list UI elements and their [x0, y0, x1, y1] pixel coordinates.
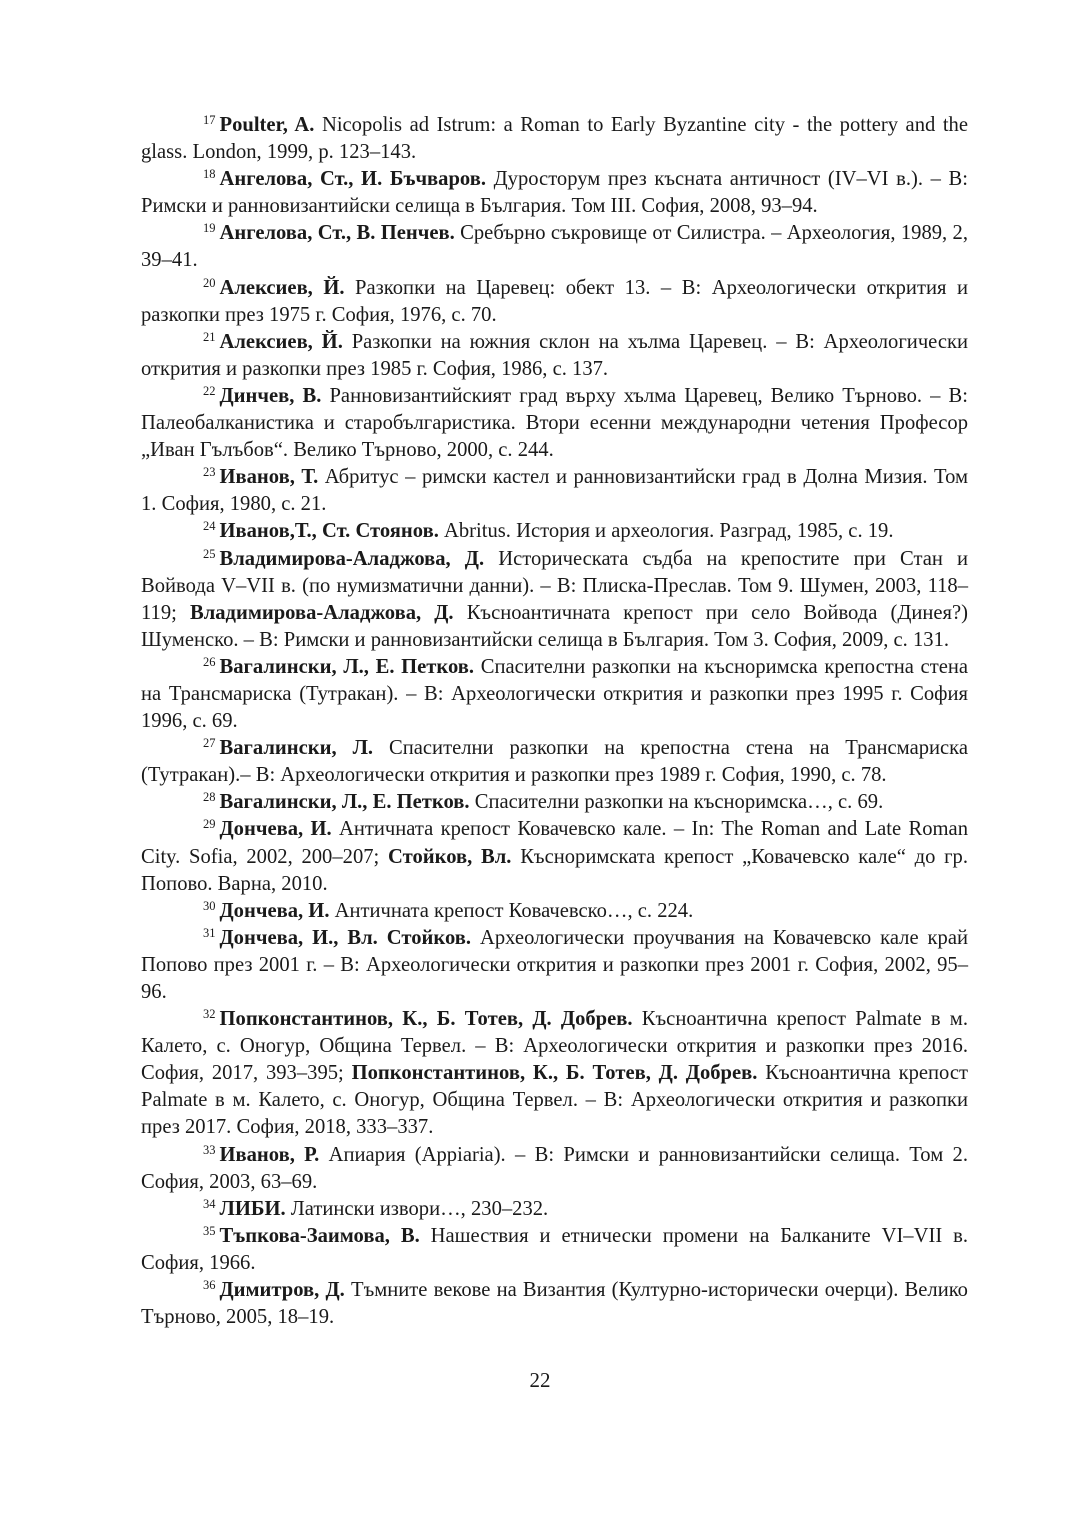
- footnote-number: 23: [203, 465, 216, 480]
- footnote-number: 22: [203, 383, 216, 398]
- footnote-author: Алексиев, Й.: [219, 330, 343, 353]
- footnote-number: 20: [203, 275, 216, 290]
- footnote-author: Владимирова-Аладжова, Д.: [189, 601, 454, 624]
- footnote-text: Разкопки на южния склон на хълма Царевец. – В: Археологически открития и разкопки през 1985 г. София, 1986, с. 137.: [141, 330, 968, 380]
- footnote-author: Иванов, Т.: [219, 466, 319, 489]
- footnote-27: [141, 735, 968, 789]
- footnote-text: Историческата съдба на крепостите при Стан и Войвода V–VII в. (по нумизматични данни). – В: Плиска-Преслав. Том 9. Шумен, 2003, 118–119;: [141, 547, 968, 624]
- footnote-number: 19: [203, 221, 216, 236]
- footnote-29: [141, 816, 968, 897]
- footnote-author: Владимирова-Аладжова, Д.: [219, 547, 485, 570]
- footnote-number: 27: [203, 736, 216, 751]
- footnote-31: [141, 925, 968, 1006]
- footnote-author: Дончева, И.: [219, 899, 330, 922]
- footnote-author: Вагалински, Л., Е. Петков.: [219, 791, 470, 814]
- footnote-author: Попконстантинов, К., Б. Тотев, Д. Добрев.: [351, 1062, 758, 1085]
- footnote-28: [141, 789, 968, 816]
- footnote-18: [141, 166, 968, 220]
- footnote-author: Дончева, И., Вл. Стойков.: [219, 926, 472, 949]
- footnote-24: [141, 518, 968, 545]
- footnote-36: [141, 1277, 968, 1331]
- footnote-number: 31: [203, 925, 216, 940]
- footnote-35: [141, 1223, 968, 1277]
- footnote-20: [141, 275, 968, 329]
- footnote-text: Разкопки на Царевец: обект 13. – В: Археологически открития и разкопки през 1975 г. София, 1976, с. 70.: [141, 276, 968, 326]
- footnote-text: Късноантичната крепост при село Войвода (Динея?) Шуменско. – В: Римски и ранновизантийски селища в България. Том 3. София, 2009, с. 131.: [141, 601, 969, 651]
- footnote-text: Археологически проучвания на Ковачевско кале край Попово през 2001 г. – В: Археологически открития и разкопки през 2001 г. София, 2002, 95–96.: [141, 926, 969, 1003]
- footnote-number: 25: [203, 546, 216, 561]
- footnote-author: Динчев, В.: [219, 384, 322, 407]
- footnote-text: Античната крепост Ковачевско кале. – In: The Roman and Late Roman City. Sofia, 2002, 200–207;: [141, 818, 968, 868]
- footnote-number: 36: [203, 1278, 216, 1293]
- footnotes-block: [141, 112, 968, 1331]
- footnote-26: [141, 654, 968, 735]
- footnote-number: 29: [203, 817, 216, 832]
- footnote-text: Античната крепост Ковачевско…, с. 224.: [329, 899, 694, 922]
- footnote-number: 33: [203, 1142, 216, 1157]
- footnote-author: Poulter, A.: [219, 114, 315, 136]
- footnote-text: Късноантична крепост Palmate в м. Калето, с. Оногур, Община Тервел. – В: Археологически открития и разкопки през 2016. София, 2017, 393–395;: [141, 1008, 968, 1085]
- footnote-text: Нашествия и етнически промени на Балканите VI–VII в. София, 1966.: [141, 1224, 968, 1274]
- footnote-30: [141, 898, 968, 925]
- footnote-author: Иванов,Т., Ст. Стоянов.: [219, 520, 439, 543]
- footnote-number: 35: [203, 1223, 216, 1238]
- footnote-text: Спасителни разкопки на късноримска…, с. 69.: [469, 791, 884, 814]
- footnote-author: Вагалински, Л.: [219, 737, 374, 760]
- footnote-author: Попконстантинов, К., Б. Тотев, Д. Добрев.: [219, 1008, 633, 1031]
- footnote-text: Спасителни разкопки на късноримска крепостна стена на Трансмариска (Тутракан). – В: Археологически открития и разкопки през 1995 г. София 1996, с. 69.: [141, 655, 968, 733]
- footnote-text: Абритус – римски кастел и ранновизантийски град в Долна Мизия. Том 1. София, 1980, с. 21.: [141, 466, 969, 516]
- footnote-text: Ранновизантийският град върху хълма Царевец, Велико Търново. – В: Палеобалканистика и старобългаристика. Втори есенни международни четения Професор „Иван Гълъбов“. Велико Търново, 2000, с. 244.: [141, 384, 968, 462]
- footnote-22: [141, 383, 968, 464]
- footnote-text: Късноантична крепост Palmate в м. Калето, с. Оногур, Община Тервел. – В: Археологически открития и разкопки през 2017. София, 2018, 333–337.: [141, 1062, 968, 1139]
- footnote-number: 34: [203, 1196, 216, 1211]
- footnote-33: [141, 1142, 968, 1196]
- footnote-author: Ангелова, Ст., И. Бъчваров.: [219, 168, 486, 191]
- footnote-32: [141, 1006, 968, 1141]
- footnote-text: Сребърно съкровище от Силистра. – Археология, 1989, 2, 39–41.: [141, 222, 968, 272]
- footnote-text: Спасителни разкопки на крепостна стена на Трансмариска (Тутракан).– В: Археологически открития и разкопки през 1989 г. София, 1990, с. 78.: [141, 737, 968, 787]
- footnote-number: 18: [203, 167, 216, 182]
- footnote-text: Късноримската крепост „Ковачевско кале“ до гр. Попово. Варна, 2010.: [141, 845, 968, 895]
- footnote-author: Стойков, Вл.: [388, 845, 512, 868]
- page-number: 22: [529, 1368, 551, 1392]
- footnote-25: [141, 546, 968, 654]
- footnote-author: Алексиев, Й.: [219, 276, 345, 299]
- footnote-text: Дуросторум през късната античност (IV–VI в.). – В: Римски и ранновизантийски селища в България. Том III. София, 2008, 93–94.: [141, 168, 968, 218]
- footnote-number: 32: [203, 1007, 216, 1022]
- footnote-text: Abritus. История и археология. Разград, 1985, с. 19.: [438, 520, 894, 543]
- footnote-text: Апиария (Appiaria). – В: Римски и ранновизантийски селища. Том 2. София, 2003, 63–69.: [141, 1143, 968, 1193]
- footnote-author: Дончева, И.: [219, 818, 332, 841]
- footnote-author: Ангелова, Ст., В. Пенчев.: [219, 222, 455, 245]
- footnote-author: ЛИБИ.: [219, 1197, 286, 1220]
- footnote-number: 21: [203, 329, 216, 344]
- footnote-author: Тъпкова-Заимова, В.: [219, 1224, 420, 1247]
- footnote-23: [141, 464, 968, 518]
- footnote-number: 26: [203, 654, 216, 669]
- footnote-number: 17: [203, 113, 216, 127]
- footnote-text: Nicopolis ad Istrum: a Roman to Early Byzantine city - the pottery and the glass. London, 1999, p. 123–143.: [141, 114, 968, 164]
- footnote-34: [141, 1196, 968, 1223]
- footnote-number: 28: [203, 790, 216, 805]
- footnote-17: [141, 112, 968, 166]
- footnote-number: 24: [203, 519, 216, 534]
- footnote-19: [141, 220, 968, 274]
- footnote-text: Тъмните векове на Византия (Културно-исторически очерци). Велико Търново, 2005, 18–19.: [141, 1279, 968, 1329]
- footnote-21: [141, 329, 968, 383]
- footnote-author: Димитров, Д.: [219, 1279, 345, 1302]
- footnote-author: Вагалински, Л., Е. Петков.: [219, 655, 475, 678]
- footnote-author: Иванов, Р.: [219, 1143, 320, 1166]
- footnote-number: 30: [203, 898, 216, 913]
- footnote-text: Латински извори…, 230–232.: [285, 1197, 549, 1220]
